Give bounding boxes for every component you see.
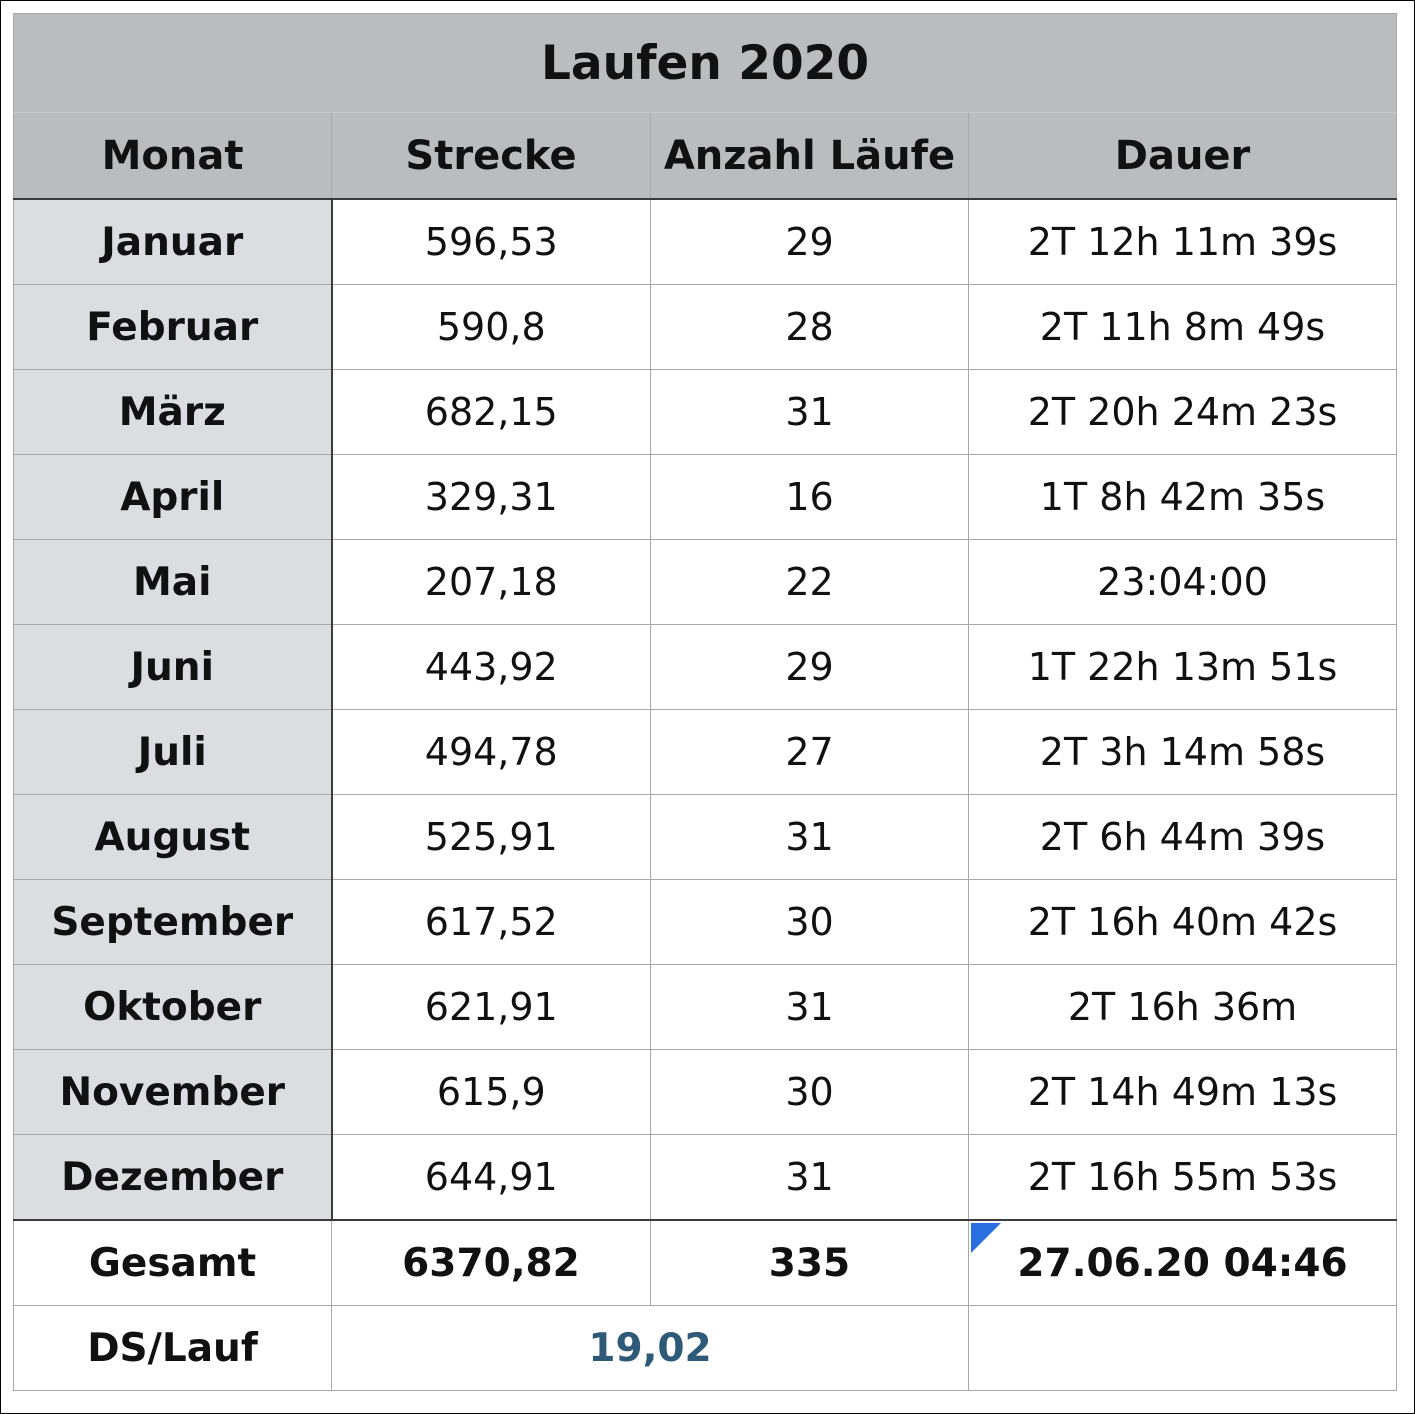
runs-cell[interactable]: 28 xyxy=(651,285,969,370)
duration-cell[interactable]: 2T 16h 36m xyxy=(969,965,1397,1050)
table-body xyxy=(14,199,1397,1220)
distance-cell[interactable]: 621,91 xyxy=(332,965,651,1050)
total-row xyxy=(14,1220,1397,1306)
month-cell[interactable]: August xyxy=(14,795,332,880)
empty-cell[interactable] xyxy=(969,1306,1397,1391)
column-header-anzahl-laeufe[interactable]: Anzahl Läufe xyxy=(651,113,969,200)
month-cell[interactable]: Juli xyxy=(14,710,332,795)
table-title[interactable]: Laufen 2020 xyxy=(14,14,1397,113)
total-distance[interactable]: 6370,82 xyxy=(332,1220,651,1306)
distance-cell[interactable]: 443,92 xyxy=(332,625,651,710)
month-cell[interactable]: Juni xyxy=(14,625,332,710)
running-table xyxy=(13,13,1397,1391)
distance-cell[interactable]: 617,52 xyxy=(332,880,651,965)
average-value[interactable]: 19,02 xyxy=(332,1306,969,1391)
distance-cell[interactable]: 590,8 xyxy=(332,285,651,370)
month-cell[interactable]: Mai xyxy=(14,540,332,625)
runs-cell[interactable]: 31 xyxy=(651,965,969,1050)
runs-cell[interactable]: 29 xyxy=(651,625,969,710)
duration-cell[interactable]: 2T 11h 8m 49s xyxy=(969,285,1397,370)
month-cell[interactable]: November xyxy=(14,1050,332,1135)
total-duration: 27.06.20 04:46 xyxy=(1017,1240,1348,1286)
duration-cell[interactable]: 23:04:00 xyxy=(969,540,1397,625)
table-row xyxy=(14,199,1397,285)
distance-cell[interactable]: 525,91 xyxy=(332,795,651,880)
table-row xyxy=(14,710,1397,795)
runs-cell[interactable]: 31 xyxy=(651,1135,969,1221)
distance-cell[interactable]: 494,78 xyxy=(332,710,651,795)
month-cell[interactable]: September xyxy=(14,880,332,965)
column-header-monat[interactable]: Monat xyxy=(14,113,332,200)
comment-marker-icon[interactable] xyxy=(971,1223,1001,1253)
duration-cell[interactable]: 2T 16h 55m 53s xyxy=(969,1135,1397,1221)
month-cell[interactable]: Oktober xyxy=(14,965,332,1050)
runs-cell[interactable]: 22 xyxy=(651,540,969,625)
duration-cell[interactable]: 2T 20h 24m 23s xyxy=(969,370,1397,455)
table-row xyxy=(14,1050,1397,1135)
table-row xyxy=(14,540,1397,625)
table-row xyxy=(14,880,1397,965)
total-runs[interactable]: 335 xyxy=(651,1220,969,1306)
duration-cell[interactable]: 2T 14h 49m 13s xyxy=(969,1050,1397,1135)
table-row xyxy=(14,1135,1397,1221)
distance-cell[interactable]: 644,91 xyxy=(332,1135,651,1221)
distance-cell[interactable]: 596,53 xyxy=(332,199,651,285)
distance-cell[interactable]: 207,18 xyxy=(332,540,651,625)
average-row xyxy=(14,1306,1397,1391)
distance-cell[interactable]: 682,15 xyxy=(332,370,651,455)
total-label[interactable]: Gesamt xyxy=(14,1220,332,1306)
table-row xyxy=(14,370,1397,455)
duration-cell[interactable]: 2T 16h 40m 42s xyxy=(969,880,1397,965)
table-row xyxy=(14,625,1397,710)
duration-cell[interactable]: 1T 22h 13m 51s xyxy=(969,625,1397,710)
average-label[interactable]: DS/Lauf xyxy=(14,1306,332,1391)
month-cell[interactable]: Februar xyxy=(14,285,332,370)
duration-cell[interactable]: 2T 12h 11m 39s xyxy=(969,199,1397,285)
duration-cell[interactable]: 2T 6h 44m 39s xyxy=(969,795,1397,880)
duration-cell[interactable]: 1T 8h 42m 35s xyxy=(969,455,1397,540)
column-header-strecke[interactable]: Strecke xyxy=(332,113,651,200)
runs-cell[interactable]: 16 xyxy=(651,455,969,540)
month-cell[interactable]: März xyxy=(14,370,332,455)
month-cell[interactable]: April xyxy=(14,455,332,540)
runs-cell[interactable]: 31 xyxy=(651,370,969,455)
runs-cell[interactable]: 29 xyxy=(651,199,969,285)
table-row xyxy=(14,285,1397,370)
table-row xyxy=(14,795,1397,880)
duration-cell[interactable]: 2T 3h 14m 58s xyxy=(969,710,1397,795)
table-row xyxy=(14,455,1397,540)
total-duration-cell[interactable] xyxy=(969,1220,1397,1306)
month-cell[interactable]: Dezember xyxy=(14,1135,332,1221)
column-header-dauer[interactable]: Dauer xyxy=(969,113,1397,200)
runs-cell[interactable]: 30 xyxy=(651,880,969,965)
runs-cell[interactable]: 31 xyxy=(651,795,969,880)
distance-cell[interactable]: 615,9 xyxy=(332,1050,651,1135)
month-cell[interactable]: Januar xyxy=(14,199,332,285)
runs-cell[interactable]: 30 xyxy=(651,1050,969,1135)
runs-cell[interactable]: 27 xyxy=(651,710,969,795)
distance-cell[interactable]: 329,31 xyxy=(332,455,651,540)
table-row xyxy=(14,965,1397,1050)
